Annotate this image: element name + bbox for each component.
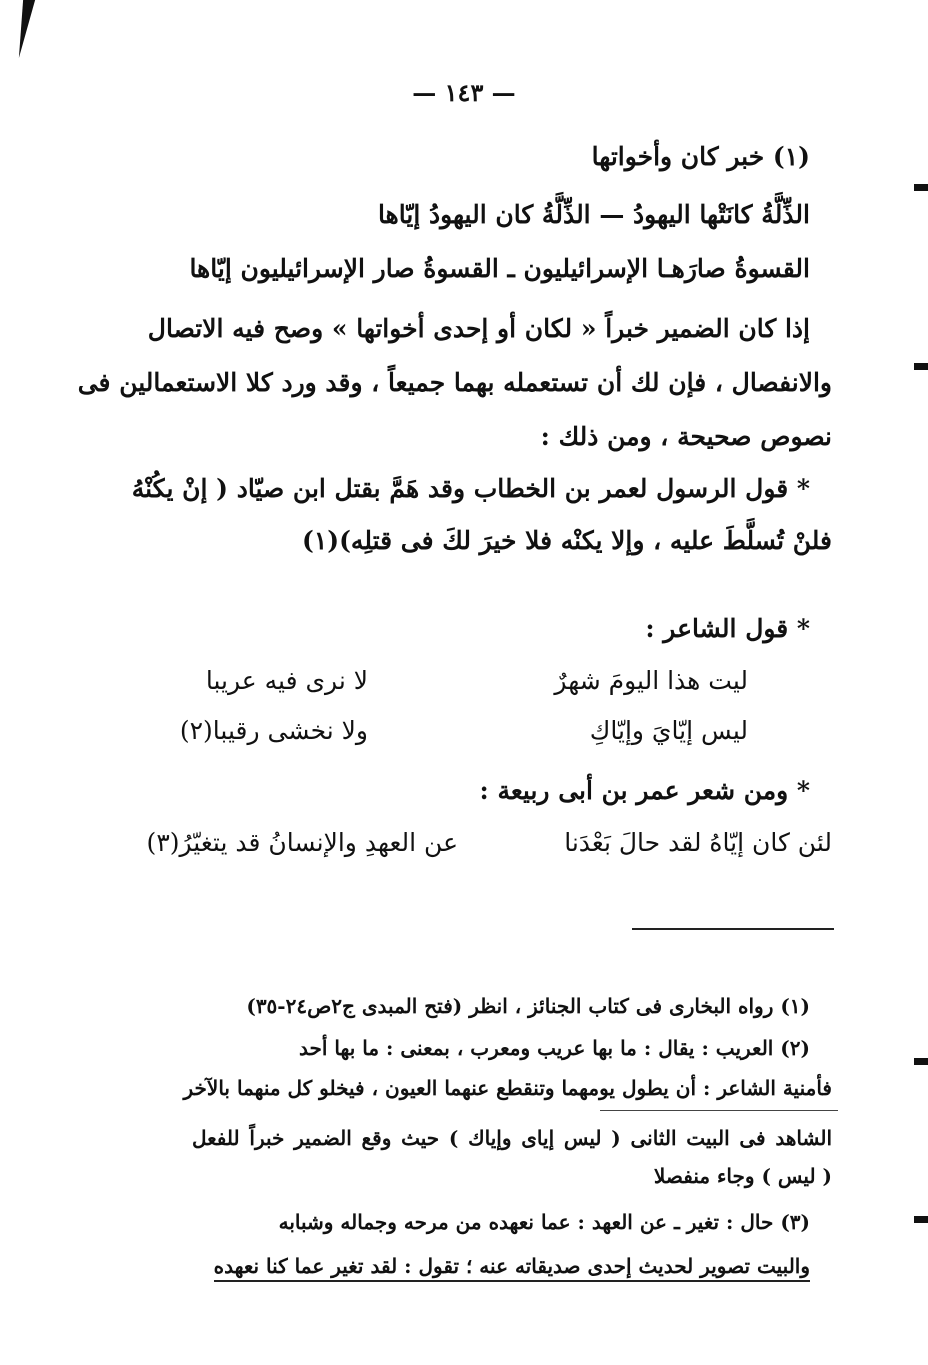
footnote-separator: [632, 928, 834, 930]
footnote: (٣) حال : تغير ـ عن العهد : عما نعهده من مرحه وجماله وشبابه: [278, 1210, 810, 1234]
edge-mark: [914, 1216, 928, 1223]
example-line: الذِّلَّةُ كانَتْها اليهودُ — الذِّلَّةُ كان اليهودُ إيّاها: [377, 200, 810, 229]
footnote: والبيت تصوير لحديث إحدى صديقاته عنه ؛ تقول : لقد تغير عما كنا نعهده: [214, 1254, 810, 1282]
poet-intro: * قول الشاعر :: [645, 614, 810, 643]
edge-mark: [914, 1058, 928, 1065]
verse-hemistich: ليت هذا اليومَ شهرٌ: [554, 666, 748, 695]
footnote: الشاهد فى البيت الثانى ( ليس إياى وإياك ) حيث وقع الضمير خبراً للفعل: [192, 1126, 832, 1150]
page-number: — ١٤٣ —: [412, 78, 516, 107]
verse-hemistich: ولا نخشى رقيبا(٢): [179, 716, 368, 745]
verse-hemistich: عن العهدِ والإنسانُ قد يتغيّرُ(٣): [146, 828, 458, 857]
paragraph-line: نصوص صحيحة ، ومن ذلك :: [540, 422, 832, 451]
hadith-line: فلنْ تُسلَّطَ عليه ، وإلا يكنْه فلا خيرَ لكَ فى قتلِه)(١): [301, 526, 832, 555]
verse-hemistich: لا نرى فيه عريبا: [205, 666, 368, 695]
verse-hemistich: ليس إيّايَ وإيّاكِ: [589, 716, 748, 745]
footnote: (٢) العريب : يقال : ما بها عريب ومعرب ، بمعنى : ما بها أحد: [299, 1036, 810, 1060]
footnote: ( ليس ) وجاء منفصلا: [653, 1164, 832, 1188]
example-line: القسوةُ صارَهـا الإسرائيليون ـ القسوةُ صار الإسرائيليون إيّاها: [189, 254, 810, 283]
footnote: فأمنية الشاعر : أن يطول يومهما وتنقطع عنهما العيون ، فيخلو كل منهما بالآخر: [183, 1076, 832, 1100]
paragraph-line: إذا كان الضمير خبراً « لكان أو إحدى أخواتها » وصح فيه الاتصال: [147, 314, 810, 343]
footnote: (١) رواه البخارى فى كتاب الجنائز ، انظر (فتح المبدى ج٢ص٢٤-٣٥): [246, 994, 810, 1018]
verse-hemistich: لئن كان إيّاهُ لقد حالَ بَعْدَنا: [564, 828, 832, 857]
section-heading: (١) خبر كان وأخواتها: [591, 142, 810, 171]
edge-mark: [914, 363, 928, 370]
paragraph-line: والانفصال ، فإن لك أن تستعمله بهما جميعاً ، وقد ورد كلا الاستعمالين فى: [77, 368, 832, 397]
edge-mark: [914, 184, 928, 191]
hadith-line: * قول الرسول لعمر بن الخطاب وقد هَمَّ بقتل ابن صيّاد ( إنْ يكُنْهُ: [131, 474, 810, 503]
omar-intro: * ومن شعر عمر بن أبى ربيعة :: [479, 776, 810, 805]
corner-ink-mark: [13, 0, 35, 58]
footnote-rule: [600, 1110, 838, 1111]
